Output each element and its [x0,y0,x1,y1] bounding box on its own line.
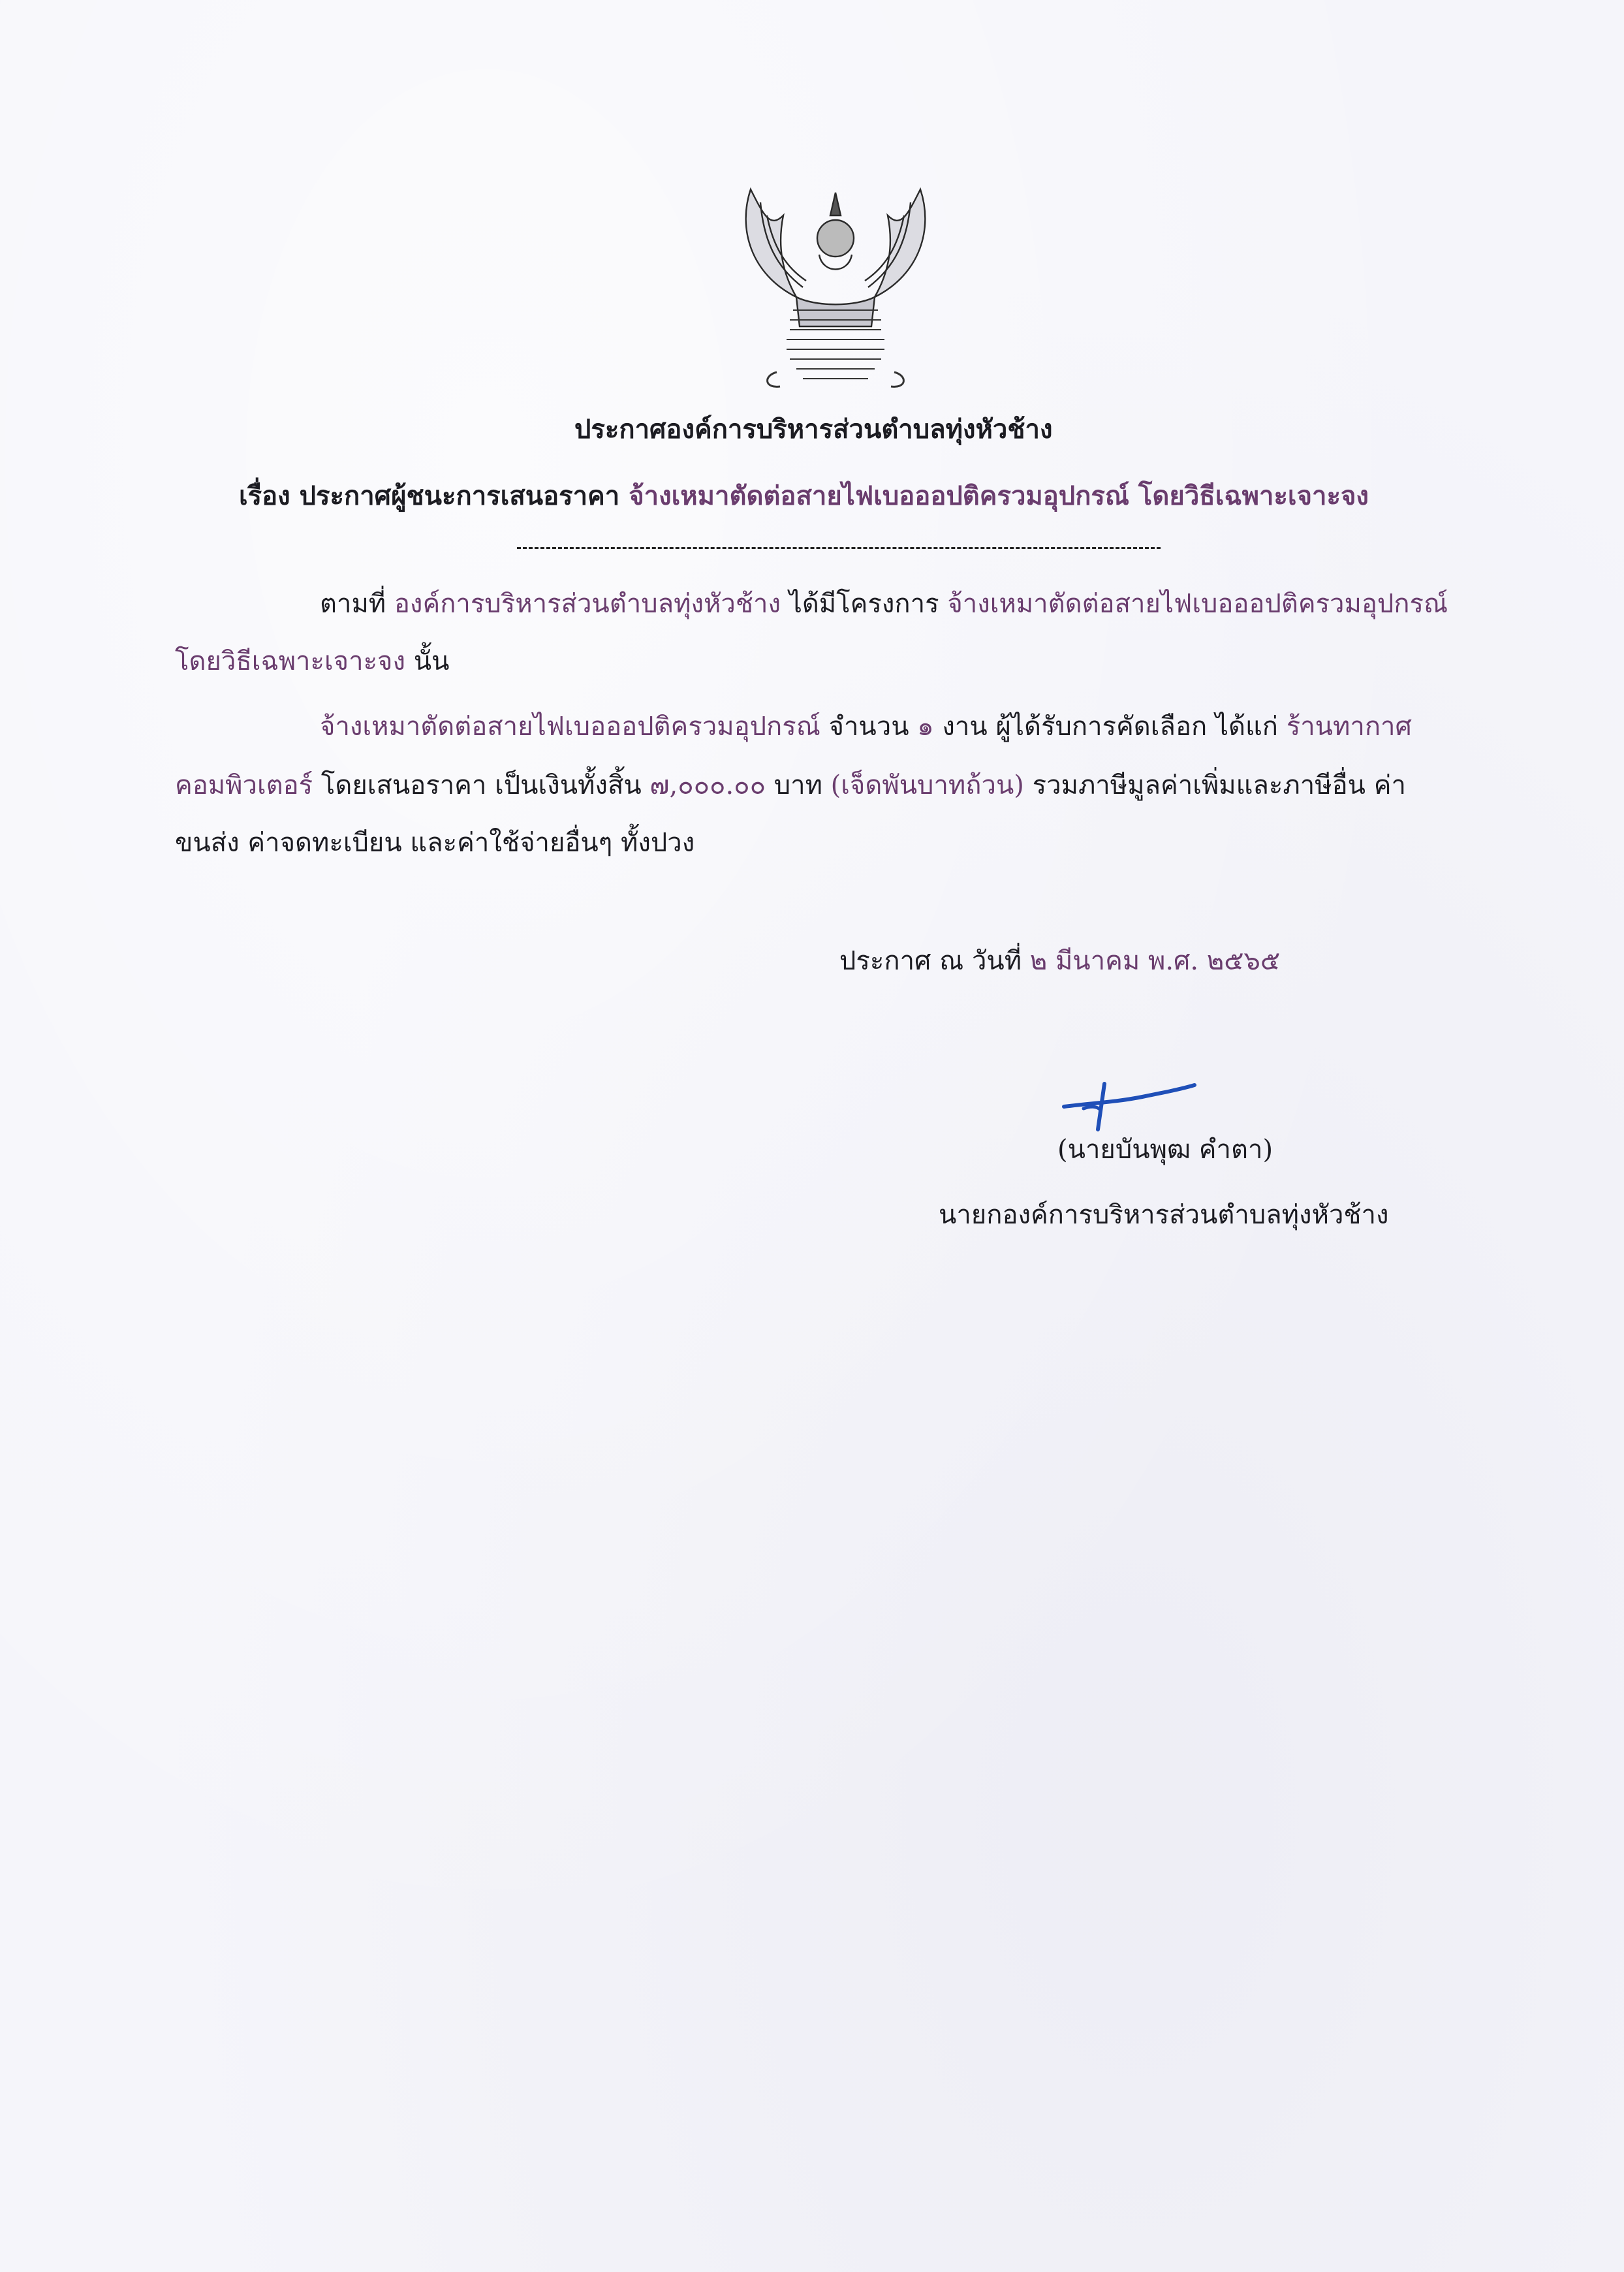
signature-scribble-icon [1057,1071,1201,1136]
announcement-title: ประกาศองค์การบริหารส่วนตำบลทุ่งหัวช้าง [574,414,1053,445]
paragraph-2-line-1 [320,714,1412,740]
project-name: จ้างเหมาตัดต่อสายไฟเบอออปติครวมอุปกรณ์ [947,589,1448,619]
org-name: องค์การบริหารส่วนตำบลทุ่งหัวช้าง [394,589,781,619]
text-segment: โดยเสนอราคา เป็นเงินทั้งสิ้น [320,770,642,800]
paragraph-2-line-2 [175,772,1406,798]
winner-name-cont: คอมพิวเตอร์ [175,770,313,800]
text-segment: ขนส่ง ค่าจดทะเบียน และค่าใช้จ่ายอื่นๆ ทั้งปวง [175,828,695,858]
announcement-subject [239,475,1369,516]
date-prefix: ประกาศ ณ วันที่ [839,946,1022,976]
text-segment: งาน [942,712,988,742]
procurement-method: โดยวิธีเฉพาะเจาะจง [175,646,406,676]
date-value: ๒ มีนาคม พ.ศ. ๒๕๖๕ [1029,946,1281,976]
text-segment: ตามที่ [320,589,386,619]
announcement-date [839,948,1280,974]
text-segment: ได้มีโครงการ [789,589,939,619]
winner-name: ร้านทากาศ [1286,712,1412,742]
text-segment: จำนวน [828,712,909,742]
project-name: จ้างเหมาตัดต่อสายไฟเบอออปติครวมอุปกรณ์ [320,712,820,742]
text-segment: บาท [773,770,822,800]
signer-name: (นายบันพุฒ คำตา) [1057,1135,1273,1165]
text-segment: รวมภาษีมูลค่าเพิ่มและภาษีอื่น ค่า [1032,770,1406,800]
paragraph-2-line-3 [175,830,695,856]
divider-rule [517,547,1161,549]
paragraph-1-line-1 [320,591,1448,617]
garuda-emblem-icon [725,176,946,398]
quantity: ๑ [917,712,934,742]
paragraph-1-line-2 [175,648,449,674]
signer-position: นายกองค์การบริหารส่วนตำบลทุ่งหัวช้าง [939,1200,1389,1230]
subject-project: จ้างเหมาตัดต่อสายไฟเบอออปติครวมอุปกรณ์ โดยวิธีเฉพาะเจาะจง [629,481,1369,511]
amount: ๗,๐๐๐.๐๐ [649,770,766,800]
amount-words: (เจ็ดพันบาทถ้วน) [830,770,1024,800]
subject-prefix: เรื่อง ประกาศผู้ชนะการเสนอราคา [239,481,620,511]
text-segment: ผู้ได้รับการคัดเลือก ได้แก่ [995,712,1278,742]
text-segment: นั้น [413,646,450,676]
